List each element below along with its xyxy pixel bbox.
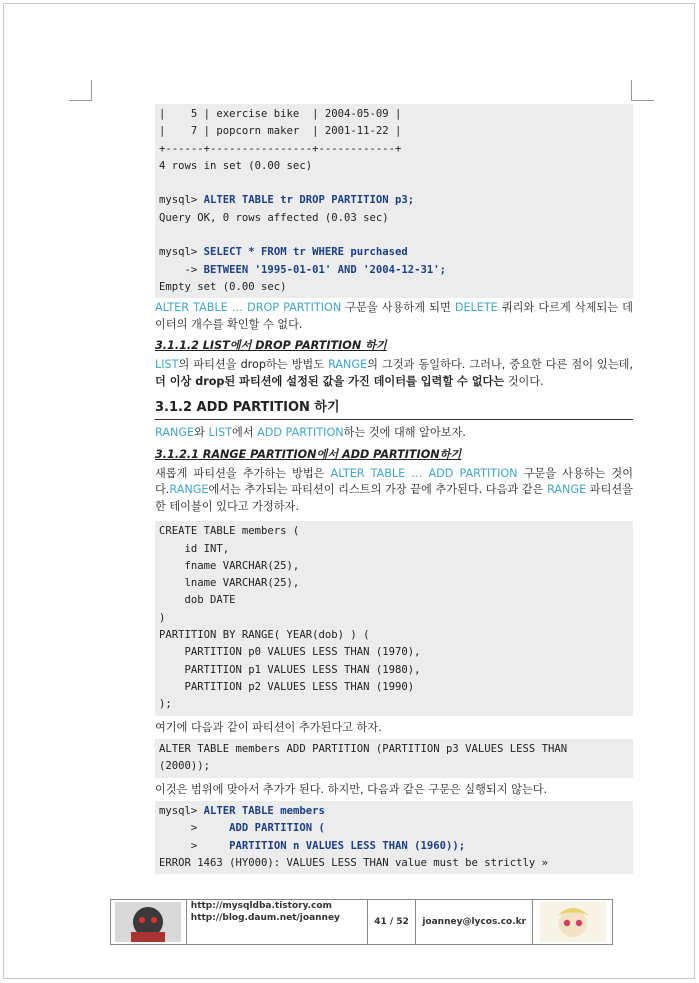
- code-line: [159, 158, 629, 175]
- code-text: PARTITION BY RANGE( YEAR(dob) ) (: [159, 629, 370, 642]
- code-line: [159, 679, 629, 696]
- code-text: dob DATE: [159, 594, 236, 607]
- code-prompt: >: [159, 839, 230, 852]
- code-text: Empty set (0.00 sec): [159, 280, 287, 293]
- code-text: PARTITION p0 VALUES LESS THAN (1970),: [159, 646, 421, 659]
- bold-text: 더 이상 drop된 파티션에 설정된 값을 가진 데이터를 입력할 수 없다는: [155, 374, 505, 388]
- code-line: [159, 192, 629, 209]
- code-command: PARTITION n VALUES LESS THAN (1960));: [229, 839, 466, 852]
- text: 구문을 사용하게 되면: [341, 301, 455, 315]
- code-prompt: mysql>: [159, 194, 204, 207]
- code-text: 4 rows in set (0.00 sec): [159, 159, 313, 172]
- code-text: ERROR 1463 (HY000): VALUES LESS THAN value must be strictly »: [159, 857, 549, 870]
- avatar-right-icon: [540, 902, 606, 942]
- code-command: ADD PARTITION (: [229, 822, 325, 835]
- code-line: [159, 662, 629, 679]
- code-text: (2000));: [159, 760, 211, 773]
- text: 의 그것과 동일하다. 그러나, 중요한 다른 점이 있는데,: [367, 358, 634, 372]
- code-text: fname VARCHAR(25),: [159, 559, 300, 572]
- code-line: [159, 741, 629, 758]
- footer-avatar-left: [111, 900, 187, 944]
- crop-mark-top-right: [631, 80, 654, 101]
- paragraph-add-fails: 이것은 범위에 맞아서 추가가 된다. 하지만, 다음과 같은 구문은 실행되지 않는다.: [155, 782, 548, 796]
- code-prompt: mysql>: [159, 805, 204, 818]
- code-line: [159, 262, 629, 279]
- code-text: lname VARCHAR(25),: [159, 577, 300, 590]
- avatar-left-icon: [115, 902, 181, 942]
- keyword: DELETE: [454, 301, 498, 315]
- footer-avatar-right: [533, 900, 612, 944]
- code-text: | 5 | exercise bike | 2004-05-09 |: [159, 108, 402, 120]
- footer-email[interactable]: joanney@lycos.co.kr: [416, 900, 533, 944]
- crop-mark-top-left: [69, 80, 92, 101]
- code-line: [159, 838, 629, 855]
- code-line: [159, 627, 629, 644]
- code-block-alter-add: [155, 739, 633, 778]
- code-line: [159, 696, 629, 713]
- code-line: [159, 175, 629, 192]
- text: 하는 것에 대해 알아보자.: [343, 426, 466, 440]
- code-line: [159, 575, 629, 592]
- code-line: [159, 106, 629, 123]
- paragraph-range-add: [155, 466, 633, 516]
- code-line: [159, 523, 629, 540]
- code-prompt: >: [159, 822, 230, 835]
- section-heading-add-partition: 3.1.2 ADD PARTITION 하기: [155, 399, 633, 420]
- keyword: LIST: [208, 426, 232, 440]
- code-text: ): [159, 611, 166, 624]
- code-text: | 7 | popcorn maker | 2001-11-22 |: [159, 125, 402, 138]
- keyword: ALTER TABLE … ADD PARTITION: [330, 466, 518, 480]
- code-text: );: [159, 698, 172, 711]
- page-footer: [110, 899, 613, 945]
- text: 구문을 사용하는 것이다.: [155, 466, 634, 497]
- section-heading-list-drop: 3.1.1.2 LIST에서 DROP PARTITION 하기: [155, 339, 387, 353]
- text: 의 파티션을 drop하는 방법도: [178, 358, 329, 372]
- code-line: [159, 558, 629, 575]
- footer-url-daum[interactable]: http://blog.daum.net/joanney: [190, 913, 340, 923]
- keyword: LIST: [155, 358, 179, 372]
- code-prompt: mysql>: [159, 246, 204, 259]
- paragraph-list-drop: [155, 357, 633, 390]
- code-block-add-error: [155, 801, 633, 874]
- code-line: [159, 279, 629, 296]
- text: 와: [194, 426, 209, 440]
- keyword: RANGE: [328, 358, 368, 372]
- code-text: id INT,: [159, 542, 230, 555]
- code-text: ALTER TABLE members ADD PARTITION (PARTITION p3 VALUES LESS THAN: [159, 743, 568, 756]
- code-line: [159, 592, 629, 609]
- text: 쿼리와 다르게 삭제되는 데이터의 개수를 확인할 수 없다.: [155, 301, 633, 331]
- code-command: SELECT * FROM tr WHERE purchased: [203, 246, 408, 259]
- text: 파티션을 한 테이블이 있다고 가정하자.: [155, 483, 633, 513]
- text: 것이다.: [504, 374, 544, 388]
- footer-urls: [187, 900, 368, 944]
- keyword: RANGE: [155, 426, 195, 440]
- keyword: ALTER TABLE … DROP PARTITION: [155, 301, 342, 315]
- code-line: [159, 758, 629, 775]
- code-line: [159, 855, 629, 872]
- code-text: PARTITION p1 VALUES LESS THAN (1980),: [159, 663, 421, 676]
- keyword: RANGE: [547, 483, 587, 497]
- paragraph-add-partition-intro: [155, 425, 633, 442]
- page-number: 41 / 52: [368, 900, 416, 944]
- code-line: [159, 123, 629, 140]
- code-line: [159, 244, 629, 261]
- document-body: [155, 104, 633, 874]
- code-command: BETWEEN '1995-01-01' AND '2004-12-31';: [203, 263, 447, 276]
- code-line: [159, 210, 629, 227]
- paragraph-add-example: 여기에 다음과 같이 파티션이 추가된다고 하자.: [155, 720, 382, 734]
- text: 새롭게 파티션을 추가하는 방법은: [155, 466, 331, 480]
- code-block-create-table: [155, 521, 633, 715]
- code-line: [159, 141, 629, 158]
- code-line: [159, 610, 629, 627]
- code-text: CREATE TABLE members (: [159, 525, 300, 538]
- code-line: [159, 820, 629, 837]
- code-text: Query OK, 0 rows affected (0.03 sec): [159, 211, 389, 224]
- code-text: PARTITION p2 VALUES LESS THAN (1990): [159, 680, 415, 693]
- footer-url-tistory[interactable]: http://mysqldba.tistory.com: [190, 901, 332, 911]
- text: 에서: [231, 426, 258, 440]
- code-block-drop-partition: [155, 104, 633, 298]
- section-heading-range-add: 3.1.2.1 RANGE PARTITION에서 ADD PARTITION하기: [155, 447, 462, 461]
- code-line: [159, 227, 629, 244]
- code-line: [159, 644, 629, 661]
- code-text: +------+----------------+------------+: [159, 142, 402, 155]
- code-line: [159, 541, 629, 558]
- code-command: ALTER TABLE members: [203, 805, 325, 818]
- keyword: RANGE: [169, 483, 209, 497]
- code-command: ALTER TABLE tr DROP PARTITION p3;: [203, 194, 415, 207]
- text: 에서는 추가되는 파티션이 리스트의 가장 끝에 추가된다. 다음과 같은: [208, 483, 548, 497]
- keyword: ADD PARTITION: [257, 426, 344, 440]
- paragraph-drop-partition-note: [155, 300, 633, 333]
- code-prompt: ->: [159, 263, 204, 276]
- code-line: [159, 803, 629, 820]
